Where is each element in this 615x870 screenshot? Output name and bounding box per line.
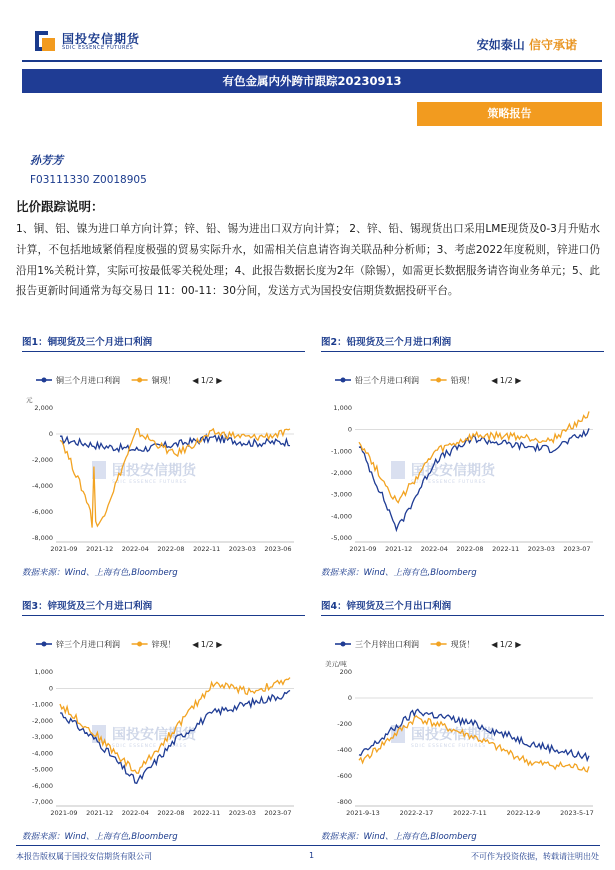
y-tick-label: -600 bbox=[337, 772, 352, 780]
watermark bbox=[92, 725, 197, 749]
header-divider bbox=[22, 60, 602, 62]
company-name: 国投安信期货 bbox=[62, 32, 141, 46]
x-tick-label: 2022-04 bbox=[121, 545, 149, 553]
y-tick-label: -2,000 bbox=[32, 716, 53, 725]
x-tick-label: 2021-09 bbox=[50, 809, 78, 817]
legend-pager[interactable]: ◀ 1/2 ▶ bbox=[491, 376, 522, 385]
y-axis-unit: 美元/吨 bbox=[325, 660, 347, 668]
x-tick-label: 2021-12 bbox=[86, 809, 114, 817]
y-tick-label: -8,000 bbox=[32, 534, 53, 542]
x-tick-label: 2023-07 bbox=[563, 545, 591, 553]
legend-pager[interactable]: ◀ 1/2 ▶ bbox=[192, 640, 223, 649]
figure-title-rule bbox=[321, 351, 604, 352]
y-tick-label: -5,000 bbox=[32, 765, 53, 774]
legend-label: 铅三个月进口利润 bbox=[355, 376, 419, 385]
x-tick-label: 2022-11 bbox=[492, 545, 520, 553]
y-tick-label: -6,000 bbox=[32, 508, 53, 516]
y-tick-label: -4,000 bbox=[32, 482, 53, 490]
watermark bbox=[92, 461, 197, 485]
x-tick-label: 2023-03 bbox=[228, 545, 256, 553]
x-tick-label: 2022-08 bbox=[157, 545, 185, 553]
watermark-text: 国投安信期货 bbox=[112, 727, 196, 743]
legend-marker bbox=[341, 642, 346, 647]
watermark-text: 国投安信期货 bbox=[411, 463, 495, 479]
watermark-subtext: SDIC ESSENCE FUTURES bbox=[411, 744, 487, 749]
legend-label: 锌现！ bbox=[151, 640, 176, 649]
report-title: 有色金属内外跨市跟踪20230913 bbox=[22, 69, 602, 93]
chart-legend[interactable] bbox=[335, 639, 522, 649]
y-tick-label: -6,000 bbox=[32, 781, 53, 790]
y-tick-label: 0 bbox=[48, 684, 53, 693]
figure-source: 数据来源：Wind、上海有色,Bloomberg bbox=[22, 568, 178, 578]
x-tick-label: 2021-9-13 bbox=[346, 809, 380, 817]
figure-source: 数据来源：Wind、上海有色,Bloomberg bbox=[321, 832, 477, 842]
x-tick-label: 2022-2-17 bbox=[399, 809, 434, 817]
legend-marker bbox=[137, 642, 142, 647]
figure-title: 图1：铜现货及三个月进口利润 bbox=[22, 337, 153, 348]
chart-svg bbox=[22, 620, 305, 818]
figure-4 bbox=[321, 598, 604, 842]
x-tick-label: 2023-03 bbox=[527, 545, 555, 553]
x-tick-label: 2022-12-9 bbox=[506, 809, 541, 817]
y-tick-label: -3,000 bbox=[32, 733, 53, 741]
figure-title-rule bbox=[22, 615, 305, 616]
figure-2 bbox=[321, 334, 604, 578]
y-tick-label: 200 bbox=[339, 668, 352, 676]
legend-label: 三个月锌出口利润 bbox=[355, 640, 419, 649]
y-tick-label: 2,000 bbox=[34, 404, 53, 412]
x-tick-label: 2022-04 bbox=[121, 809, 149, 817]
description-paragraph: 1、铜、铝、镍为进口单方向计算；锌、铅、锡为进出口双方向计算； 2、锌、铅、锡现货出口采用LME现货及0-3月升贴水计算，不包括地域紧俏程度极强的贸易实际升水，如需相关信息请咨询关联品种分析师；3、考虑2022年度税则，锌进口仍沿用1%关税计算，实际可按最低零关税处理；4、此报告数据长度为2年（除锡），如需更长数据服务请咨询业务单元；5、此报告更新时间通常为每交易日 11：00-11：30分间，发送方式为国投安信期货数据投研平台。 bbox=[16, 223, 600, 298]
watermark-text: 国投安信期货 bbox=[411, 727, 495, 743]
series-line-spot bbox=[359, 411, 589, 502]
watermark-subtext: SDIC ESSENCE FUTURES bbox=[112, 744, 188, 749]
y-tick-label: -3,000 bbox=[331, 490, 352, 499]
chart-legend[interactable] bbox=[36, 375, 223, 385]
y-tick-label: -5,000 bbox=[331, 534, 352, 542]
report-type-tag: 策略报告 bbox=[417, 102, 602, 126]
x-tick-label: 2021-09 bbox=[50, 545, 78, 553]
y-tick-label: -1,000 bbox=[32, 700, 53, 709]
legend-marker bbox=[341, 378, 346, 383]
x-tick-label: 2023-07 bbox=[264, 809, 292, 817]
figure-source: 数据来源：Wind、上海有色,Bloomberg bbox=[321, 568, 477, 578]
legend-marker bbox=[436, 642, 441, 647]
x-tick-label: 2022-04 bbox=[420, 545, 448, 553]
y-tick-label: 1,000 bbox=[333, 404, 352, 412]
x-tick-label: 2023-5-17 bbox=[560, 809, 594, 817]
legend-label: 铜现！ bbox=[151, 376, 176, 385]
y-tick-label: 0 bbox=[48, 430, 53, 438]
footer-disclaimer: 不可作为投资依据，转载请注明出处 bbox=[471, 852, 599, 861]
y-tick-label: 0 bbox=[347, 425, 352, 434]
legend-marker bbox=[42, 642, 47, 647]
watermark-subtext: SDIC ESSENCE FUTURES bbox=[411, 480, 487, 485]
legend-marker bbox=[436, 378, 441, 383]
figure-title: 图3：锌现货及三个月进口利润 bbox=[22, 601, 153, 612]
watermark-subtext: SDIC ESSENCE FUTURES bbox=[112, 480, 188, 485]
slogan-part-1: 安如泰山 bbox=[476, 38, 525, 52]
page-number: 1 bbox=[309, 851, 315, 860]
legend-label: 锌三个月进口利润 bbox=[56, 640, 120, 649]
y-tick-label: -4,000 bbox=[331, 512, 352, 521]
chart-svg bbox=[321, 620, 604, 818]
y-tick-label: -400 bbox=[337, 746, 352, 754]
chart-svg bbox=[22, 356, 305, 554]
x-tick-label: 2022-7-11 bbox=[453, 809, 487, 817]
y-tick-label: 1,000 bbox=[34, 668, 53, 676]
figure-source: 数据来源：Wind、上海有色,Bloomberg bbox=[22, 832, 178, 842]
y-tick-label: -4,000 bbox=[32, 749, 53, 758]
x-tick-label: 2022-08 bbox=[157, 809, 185, 817]
slogan-part-2: 信守承诺 bbox=[528, 38, 577, 52]
x-tick-label: 2023-03 bbox=[228, 809, 256, 817]
x-tick-label: 2021-09 bbox=[349, 545, 377, 553]
legend-pager[interactable]: ◀ 1/2 ▶ bbox=[192, 376, 223, 385]
legend-pager[interactable]: ◀ 1/2 ▶ bbox=[491, 640, 522, 649]
y-tick-label: 0 bbox=[347, 694, 352, 702]
legend-marker bbox=[137, 378, 142, 383]
footer-divider bbox=[16, 845, 600, 846]
x-tick-label: 2021-12 bbox=[86, 545, 114, 553]
company-name-en: SDIC ESSENCE FUTURES bbox=[62, 45, 134, 51]
y-tick-label: -200 bbox=[337, 720, 352, 728]
watermark-logo-icon bbox=[391, 461, 405, 479]
y-tick-label: -800 bbox=[337, 798, 352, 806]
x-tick-label: 2022-11 bbox=[193, 809, 221, 817]
legend-label: 铜三个月进口利润 bbox=[56, 376, 120, 385]
y-tick-label: -7,000 bbox=[32, 798, 53, 806]
company-logo-icon bbox=[34, 30, 56, 52]
section-heading: 比价跟踪说明： bbox=[16, 199, 104, 214]
figure-3 bbox=[22, 598, 305, 842]
legend-label: 铅现！ bbox=[450, 376, 475, 385]
watermark bbox=[391, 461, 496, 485]
figure-title-rule bbox=[22, 351, 305, 352]
figure-title: 图2：铅现货及三个月进口利润 bbox=[321, 337, 452, 348]
figure-1 bbox=[22, 334, 305, 578]
y-tick-label: -2,000 bbox=[331, 469, 352, 477]
author-name: 孙芳芳 bbox=[30, 154, 63, 167]
slogan bbox=[477, 36, 577, 53]
watermark-text: 国投安信期货 bbox=[112, 463, 196, 479]
y-axis-unit: 元 bbox=[26, 396, 33, 404]
legend-label: 现货！ bbox=[450, 640, 475, 649]
chart-legend[interactable] bbox=[36, 639, 223, 649]
legend-marker bbox=[42, 378, 47, 383]
x-tick-label: 2021-12 bbox=[385, 545, 413, 553]
chart-legend[interactable] bbox=[335, 375, 522, 385]
y-tick-label: -2,000 bbox=[32, 456, 53, 464]
chart-svg bbox=[321, 356, 604, 554]
y-tick-label: -1,000 bbox=[331, 447, 352, 456]
x-tick-label: 2022-08 bbox=[456, 545, 484, 553]
author-license-ids: F03111330 Z0018905 bbox=[30, 174, 147, 186]
figure-title-rule bbox=[321, 615, 604, 616]
x-tick-label: 2022-11 bbox=[193, 545, 221, 553]
figure-title: 图4：锌现货及三个月出口利润 bbox=[321, 601, 452, 612]
footer-copyright: 本报告版权属于国投安信期货有限公司 bbox=[16, 852, 152, 861]
x-tick-label: 2023-06 bbox=[264, 545, 292, 553]
